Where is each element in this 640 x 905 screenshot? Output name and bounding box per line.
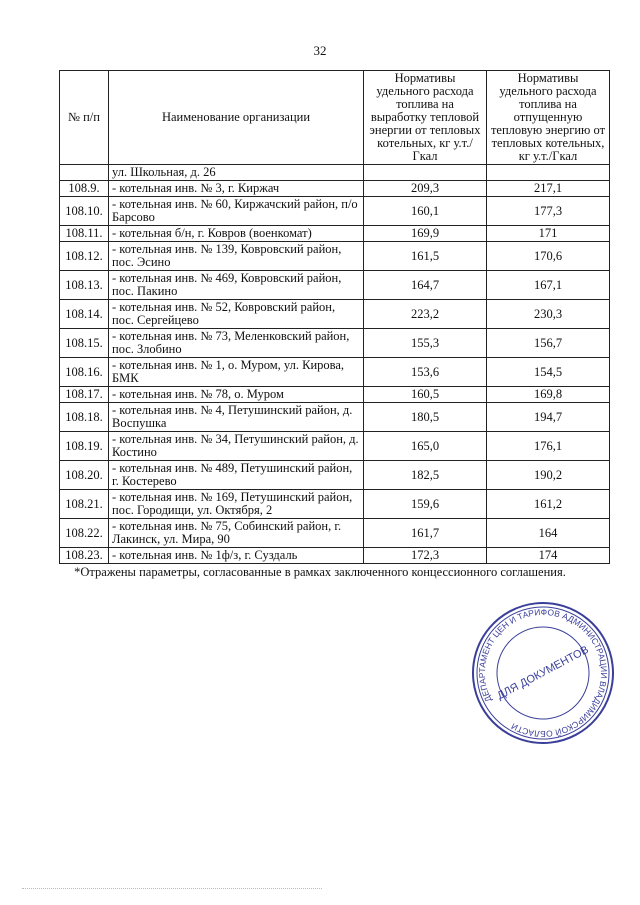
- table-row: [60, 181, 610, 197]
- continuation-name: ул. Школьная, д. 26: [109, 165, 364, 181]
- row-name: - котельная инв. № 489, Петушинский район, г. Костерево: [109, 461, 364, 490]
- page-number: 32: [313, 43, 327, 58]
- row-name: - котельная инв. № 34, Петушинский район, д. Костино: [109, 432, 364, 461]
- row-generation-value: 159,6: [364, 490, 487, 519]
- row-num: 108.21.: [60, 490, 109, 519]
- continuation-gen: [364, 165, 487, 181]
- table-row: [60, 403, 610, 432]
- official-stamp: [468, 598, 618, 748]
- row-name: - котельная инв. № 169, Петушинский район, пос. Городищи, ул. Октября, 2: [109, 490, 364, 519]
- header-num: № п/п: [60, 71, 109, 165]
- continuation-row: [60, 165, 610, 181]
- row-num: 108.17.: [60, 387, 109, 403]
- row-num: 108.10.: [60, 197, 109, 226]
- table-row: [60, 300, 610, 329]
- table-row: [60, 548, 610, 564]
- row-num: 108.9.: [60, 181, 109, 197]
- scan-noise: [22, 888, 322, 890]
- table-row: [60, 387, 610, 403]
- row-generation-value: 165,0: [364, 432, 487, 461]
- row-name: - котельная б/н, г. Ковров (военкомат): [109, 226, 364, 242]
- row-generation-value: 180,5: [364, 403, 487, 432]
- norms-table: [59, 70, 610, 564]
- row-supply-value: 154,5: [487, 358, 610, 387]
- row-name: - котельная инв. № 78, о. Муром: [109, 387, 364, 403]
- row-generation-value: 160,1: [364, 197, 487, 226]
- row-generation-value: 160,5: [364, 387, 487, 403]
- footnote: *Отражены параметры, согласованные в рамках заключенного концессионного соглашения.: [74, 565, 566, 579]
- row-name: - котельная инв. № 75, Собинский район, г. Лакинск, ул. Мира, 90: [109, 519, 364, 548]
- stamp-center-text: ДЛЯ ДОКУМЕНТОВ: [495, 643, 591, 703]
- table-row: [60, 432, 610, 461]
- row-name: - котельная инв. № 3, г. Киржач: [109, 181, 364, 197]
- table-row: [60, 197, 610, 226]
- header-supply: Нормативы удельного расхода топлива на отпущенную тепловую энергию от тепловых котельных, кг у.т./Гкал: [487, 71, 610, 165]
- continuation-sup: [487, 165, 610, 181]
- row-generation-value: 172,3: [364, 548, 487, 564]
- row-num: 108.20.: [60, 461, 109, 490]
- row-num: 108.16.: [60, 358, 109, 387]
- header-name: Наименование организации: [109, 71, 364, 165]
- row-num: 108.14.: [60, 300, 109, 329]
- row-num: 108.23.: [60, 548, 109, 564]
- row-supply-value: 230,3: [487, 300, 610, 329]
- row-name: - котельная инв. № 1ф/з, г. Суздаль: [109, 548, 364, 564]
- row-num: 108.12.: [60, 242, 109, 271]
- row-supply-value: 156,7: [487, 329, 610, 358]
- table-row: [60, 461, 610, 490]
- row-num: 108.19.: [60, 432, 109, 461]
- row-supply-value: 176,1: [487, 432, 610, 461]
- table-row: [60, 271, 610, 300]
- row-supply-value: 177,3: [487, 197, 610, 226]
- stamp-icon: [468, 598, 618, 748]
- row-num: 108.11.: [60, 226, 109, 242]
- row-supply-value: 217,1: [487, 181, 610, 197]
- row-name: - котельная инв. № 1, о. Муром, ул. Кирова, БМК: [109, 358, 364, 387]
- table-row: [60, 519, 610, 548]
- table-row: [60, 226, 610, 242]
- row-supply-value: 161,2: [487, 490, 610, 519]
- row-num: 108.18.: [60, 403, 109, 432]
- table-row: [60, 242, 610, 271]
- row-supply-value: 174: [487, 548, 610, 564]
- row-name: - котельная инв. № 469, Ковровский район, пос. Пакино: [109, 271, 364, 300]
- row-supply-value: 170,6: [487, 242, 610, 271]
- row-name: - котельная инв. № 139, Ковровский район, пос. Эсино: [109, 242, 364, 271]
- table-row: [60, 490, 610, 519]
- row-name: - котельная инв. № 52, Ковровский район, пос. Сергейцево: [109, 300, 364, 329]
- row-generation-value: 164,7: [364, 271, 487, 300]
- row-supply-value: 169,8: [487, 387, 610, 403]
- table-row: [60, 358, 610, 387]
- row-generation-value: 223,2: [364, 300, 487, 329]
- row-generation-value: 161,7: [364, 519, 487, 548]
- row-num: 108.13.: [60, 271, 109, 300]
- table-row: [60, 329, 610, 358]
- row-num: 108.22.: [60, 519, 109, 548]
- row-num: 108.15.: [60, 329, 109, 358]
- row-generation-value: 182,5: [364, 461, 487, 490]
- row-generation-value: 209,3: [364, 181, 487, 197]
- stamp-ring-text: ДЕПАРТАМЕНТ ЦЕН И ТАРИФОВ АДМИНИСТРАЦИИ ВЛАДИМИРСКОЙ ОБЛАСТИ: [476, 606, 610, 740]
- row-generation-value: 169,9: [364, 226, 487, 242]
- row-name: - котельная инв. № 60, Киржачский район, п/о Барсово: [109, 197, 364, 226]
- table-header-row: [60, 71, 610, 165]
- row-name: - котельная инв. № 4, Петушинский район, д. Воспушка: [109, 403, 364, 432]
- row-generation-value: 153,6: [364, 358, 487, 387]
- continuation-num: [60, 165, 109, 181]
- row-generation-value: 161,5: [364, 242, 487, 271]
- row-supply-value: 171: [487, 226, 610, 242]
- row-name: - котельная инв. № 73, Меленковский район, пос. Злобино: [109, 329, 364, 358]
- row-supply-value: 190,2: [487, 461, 610, 490]
- row-supply-value: 164: [487, 519, 610, 548]
- row-supply-value: 194,7: [487, 403, 610, 432]
- row-supply-value: 167,1: [487, 271, 610, 300]
- row-generation-value: 155,3: [364, 329, 487, 358]
- header-generation: Нормативы удельного расхода топлива на выработку тепловой энергии от тепловых котельных, кг у.т./Гкал: [364, 71, 487, 165]
